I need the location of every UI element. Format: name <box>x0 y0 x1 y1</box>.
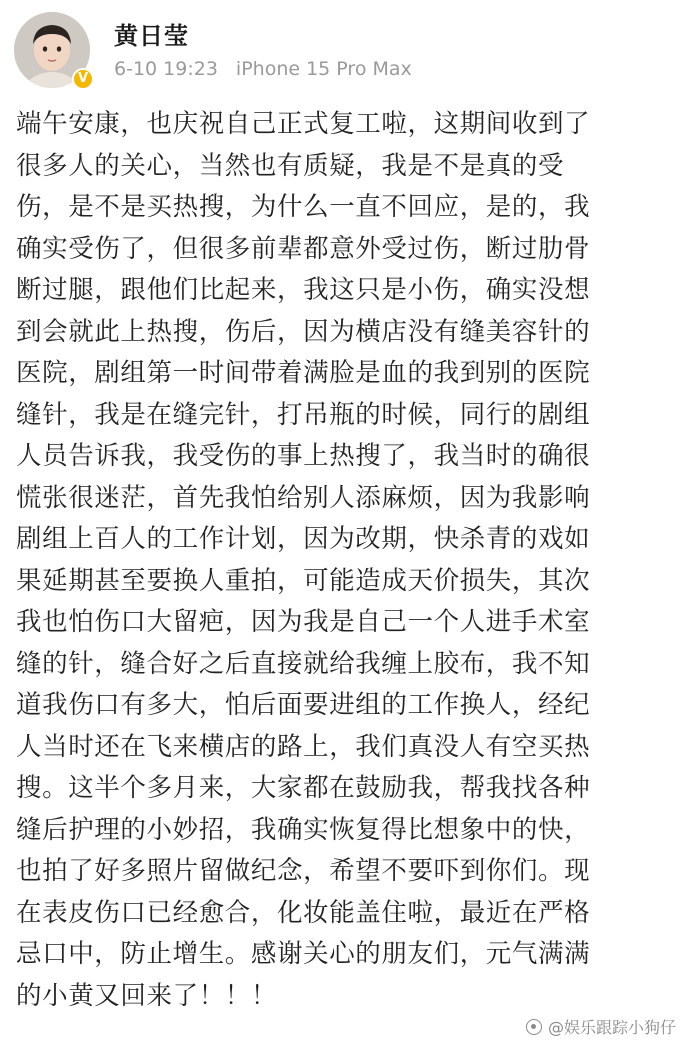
content-line: 搜。这半个多月来，大家都在鼓励我，帮我找各种 <box>16 773 591 803</box>
verified-badge-icon: V <box>72 68 94 90</box>
post-content <box>16 104 680 1017</box>
content-line: 医院，剧组第一时间带着满脸是血的我到别的医院 <box>16 358 591 388</box>
content-line: 伤，是不是买热搜，为什么一直不回应，是的，我 <box>16 192 591 222</box>
watermark <box>526 1015 676 1038</box>
post-header <box>14 12 674 88</box>
post-device: iPhone 15 Pro Max <box>235 58 412 80</box>
content-line: 确实受伤了，但很多前辈都意外受过伤，断过肋骨 <box>16 233 591 264</box>
watermark-text: @娱乐跟踪小狗仔 <box>547 1018 676 1037</box>
content-line: 断过腿，跟他们比起来，我这只是小伤，确实没想 <box>16 275 591 305</box>
content-line: 到会就此上热搜，伤后，因为横店没有缝美容针的 <box>16 316 591 347</box>
watermark-logo-icon <box>526 1019 542 1035</box>
content-line: 人员告诉我，我受伤的事上热搜了，我当时的确很 <box>16 441 591 471</box>
content-line: 剧组上百人的工作计划，因为改期，快杀青的戏如 <box>16 524 591 554</box>
content-line: 我也怕伤口大留疤，因为我是自己一个人进手术室 <box>16 607 591 637</box>
content-line: 慌张很迷茫，首先我怕给别人添麻烦，因为我影响 <box>16 482 591 513</box>
content-line: 人当时还在飞来横店的路上，我们真没人有空买热 <box>16 731 591 762</box>
content-line: 缝针，我是在缝完针，打吊瓶的时候，同行的剧组 <box>16 399 591 430</box>
content-line: 在表皮伤口已经愈合，化妆能盖住啦，最近在严格 <box>16 897 591 928</box>
content-line: 忌口中，防止增生。感谢关心的朋友们，元气满满 <box>16 939 591 969</box>
content-line: 很多人的关心，当然也有质疑，我是不是真的受 <box>16 150 565 181</box>
username[interactable]: 黄日莹 <box>114 22 189 50</box>
post-time: 6-10 19:23 <box>114 58 218 80</box>
content-line: 道我伤口有多大，怕后面要进组的工作换人，经纪 <box>16 690 591 720</box>
post-meta <box>114 58 412 80</box>
content-line: 端午安康，也庆祝自己正式复工啦，这期间收到了 <box>16 109 591 139</box>
content-line: 缝的针，缝合好之后直接就给我缠上胶布，我不知 <box>16 648 591 679</box>
content-line: 缝后护理的小妙招，我确实恢复得比想象中的快， <box>16 814 591 845</box>
content-line: 也拍了好多照片留做纪念，希望不要吓到你们。现 <box>16 856 591 886</box>
content-line: 的小黄又回来了！！！ <box>16 980 278 1011</box>
content-line: 果延期甚至要换人重拍，可能造成天价损失，其次 <box>16 565 591 596</box>
